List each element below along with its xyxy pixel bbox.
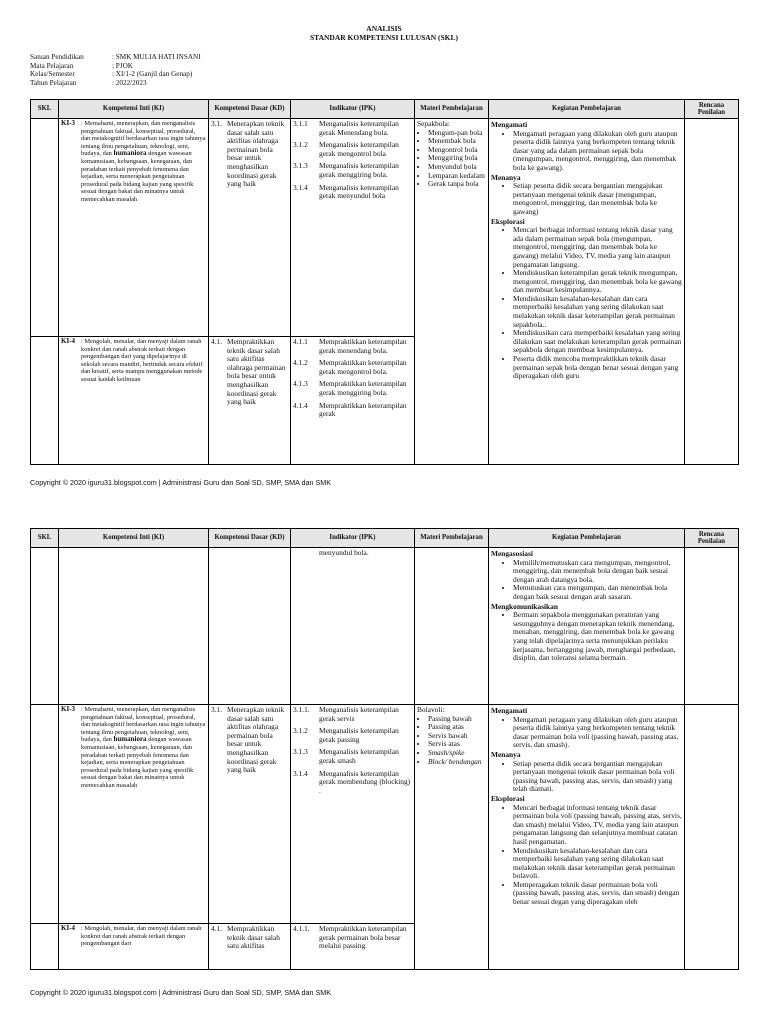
ki4-cell: KI-4 : Mengolah, menalar, dan menyaji dalam ranah konkret dan ranah abstrak terkait dengan pengembangan dari yang dipelajarinya di sekolah secara mandiri, bertindak secara efektif dan kreatif, serta mampu menggunakan metode sesuai kaidah keilmuan — [59, 337, 209, 465]
list-item: • Menyundul bola — [428, 163, 486, 172]
col-ki: Kompetensi Inti (KI) — [59, 100, 209, 119]
kegiatan-cell: Mengamati • Mengamati peragaan yang dilakukan oleh guru ataupun peserta didik lainnya yang berkompeten tentang teknik dasar yang ada dalam permainan sepak bola (mengumpan, mengontrol, menggiring, dan menembak bola ke gawang). Menanya • Setiap peserta didik secara bergantian mengajukan pertanyaan mengenai teknik dasar (mengumpan, mengontrol, menggiring, dan menembak bola ke gawang) Eksplorasi • Mencari berbagai informasi tentang teknik dasar yang ada dalam permainan sepak bola (mengumpan, mengontrol, menggiring, dan menembak bola ke gawang) melalui Video, TV, media yang lain ataupun pengamatan langsung. • Mendiskusikan keterampilan gerak teknik mengumpan, mengontrol, menggiring, dan menembak bola ke gawang dan membuat kesimpulannya. • Mendiskusikan kesalahan-kesalahan dan cara memperbaiki kesalahan yang sering dilakukan saat melakukan teknik dasar keterampilan gerak permainan sepakbola.. • Mendiskusikan cara memperbaiki kesalahan yang sering dilakukan saat melakukan keterampilan gerak permainan sepakbola dengan membuat kesimpulannya. • Peserta didik mencoba mempraktikkan teknik dasar permainan sepak bola dengan benar sesuai dengan yang diperagakan oleh guru — [489, 119, 685, 465]
ki4-cell: KI-4 : Mengolah, menalar, dan menyaji dalam ranah konkret dan ranah abstrak terkait dengan pengembangan dari — [59, 924, 209, 970]
materi-cell: Bolavoli: • Passing bawah • Passing atas • Servis bawah • Servis atas • Smash/spike • Block/ bendungan — [415, 705, 489, 970]
skl-table-page1 — [30, 99, 739, 465]
doc-subtitle: STANDAR KOMPETENSI LULUSAN (SKL) — [309, 33, 458, 42]
doc-title: ANALISIS — [366, 24, 402, 33]
col-materi: Materi Pembelajaran — [415, 529, 489, 548]
list-item: • Memutuskan cara mengumpan, dan menembak bola dengan baik sesuai dengan arah sasaran. — [513, 584, 682, 601]
skl-cell — [31, 337, 59, 465]
ipk-cont-cell: menyundul bola. — [291, 548, 415, 705]
list-item: • Memperagakan teknik dasar permainan bola voli (passing bawah, passing atas, servis, dan smash) dengan benar sesuai degan yang diperagakan oleh — [513, 881, 682, 907]
materi-cell-empty — [415, 548, 489, 705]
list-item: • Mengontrol bola — [428, 146, 486, 155]
list-item: • Mengamati peragaan yang dilakukan oleh guru ataupun peserta didik lainnya yang berkompeten tentang teknik dasar yang ada dalam permainan sepak bola (mengumpan, mengontrol, menggiring, dan menembak bola ke gawang). — [513, 130, 682, 173]
footer-copyright: Copyright © 2020 iguru31.blogspot.com | Administrasi Guru dan Soal SD, SMP, SMA dan SMK — [30, 478, 332, 487]
kd41-cell: 4.1. Mempraktikkan teknik dasar salah satu aktifitas olahraga permainan bola besar untuk menghasilkan koordinasi gerak yang baik — [209, 337, 291, 465]
list-item: • Peserta didik mencoba mempraktikkan teknik dasar permainan sepak bola dengan benar sesuai dengan yang diperagakan oleh guru — [513, 355, 682, 381]
col-penilaian: Rencana Penilaian — [685, 529, 739, 548]
ki3-cell: KI-3 : Memahami, menerapkan, dan menganalisis pengetahuan faktual, konseptual, prosedural, dan metakognitif berdasarkan rasa ingin tahunya tentang ilmu pengetahuan, teknologi, seni, budaya, dan humaniora dengan wawasan kemanusiaan, kebangsaan, kenegaraan, dan peradaban terkait penyebab fenomena dan kejadian, serta menerapkan pengetahuan prosedural pada bidang kajian yang spesifik sesuai dengan bakat dan minatnya untuk memecahkan masalah — [59, 119, 209, 337]
list-item: • Mencari berbagai informasi tentang teknik dasar yang ada dalam permainan sepak bola (mengumpan, mengontrol, menggiring, dan menembak bola ke gawang) melalui Video, TV, media yang lain ataupun pengamatan langsung. — [513, 226, 682, 269]
col-skl: SKL — [31, 100, 59, 119]
materi-list — [417, 129, 486, 189]
list-item: • Servis bawah — [428, 732, 486, 741]
list-item: • Menggiring bola — [428, 154, 486, 163]
col-skl: SKL — [31, 529, 59, 548]
kd31-cell: 3.1. Menerapkan teknik dasar salah satu aktifitas olahraga permainan bola besar untuk menghasilkan koordinasi gerak yang baik — [209, 119, 291, 337]
ipk4-cell: 4.1.1 Mempraktikkan keterampilan gerak menendang bola. 4.1.2 Mempraktikkan keterampilan gerak mengontrol bola. 4.1.3 Mempraktikkan keterampilan gerak menggiring bola. 4.1.4 Mempraktikkan keterampilan gerak — [291, 337, 415, 465]
list-item: • Menembak bola — [428, 137, 486, 146]
list-item: • Servis atas — [428, 740, 486, 749]
col-kegiatan: Kegiatan Pembelajaran — [489, 100, 685, 119]
list-item: • Mendiskusikan cara memperbaiki kesalahan yang sering dilakukan saat melakukan keterampilan gerak permainan sepakbola dengan membuat kesimpulannya. — [513, 329, 682, 355]
kd-cell-empty — [209, 548, 291, 705]
ki-cell-empty — [59, 548, 209, 705]
skl-cell — [31, 705, 59, 924]
ki3-cell: KI-3 : Memahami, menerapkan, dan menganalisis pengetahuan faktual, konseptual, prosedural, dan metakognitif berdasarkan rasa ingin tahunya tentang ilmu pengetahuan, teknologi, seni, budaya, dan humaniora dengan wawasan kemanusiaan, kebangsaan, kenegaraan, dan peradaban terkait penyebab fenomena dan kejadian, serta menerapkan pengetahuan prosedural pada bidang kajian yang spesifik sesuai dengan bakat dan minatnya untuk memecahkan masalah — [59, 705, 209, 924]
list-item: • Passing bawah — [428, 715, 486, 724]
list-item: • Mendiskusikan keterampilan gerak teknik mengumpan, mengontrol, menggiring, dan menembak bola ke gawang dan membuat kesimpulannya. — [513, 269, 682, 295]
col-penilaian: Rencana Penilaian — [685, 100, 739, 119]
ipk3-cell: 3.1.1. Menganalisis keterampilan gerak servis 3.1.2 Menganalisis keterampilan gerak passing 3.1.3 Menganalisis keterampilan gerak smash 3.1.4 Menganalisis keterampilan gerak membendung (blocking) . — [291, 705, 415, 924]
col-kegiatan: Kegiatan Pembelajaran — [489, 529, 685, 548]
list-item: • Mendiskusikan kesalahan-kesalahan dan cara memperbaiki kesalahan yang sering dilakukan saat melakukan teknik dasar keterampilan gerak permainan sepakbola.. — [513, 295, 682, 329]
list-item: • Setiap peserta didik secara bergantian mengajukan pertanyaan mengenai teknik dasar (mengumpan, mengontrol, menggiring, dan menembak bola ke gawang) — [513, 182, 682, 216]
ipk3-cell: 3.1.1 Menganalisis keterampilan gerak Menendang bola. 3.1.2 Menganalisis keterampilan gerak mengontrol bola 3.1.3 Menganalisis keterampilan gerak menggiring bola. 3.1.4 Menganalisis keterampilan gerak menyundul bola — [291, 119, 415, 337]
list-item: • Mengamati peragaan yang dilakukan oleh guru ataupun peserta didik lainnya yang berkompeten tentang teknik dasar permainan bola voli (passing bawah, passing atas, servis, dan smash). — [513, 716, 682, 750]
skl-table-page2 — [30, 528, 739, 970]
kd31-cell: 3.1. Menerapkan teknik dasar salah satu aktifitas olahraga permainan bola besar untuk menghasilkan koordinasi gerak yang baik — [209, 705, 291, 924]
kegiatan-cell: Mengamati • Mengamati peragaan yang dilakukan oleh guru ataupun peserta didik lainnya yang berkompeten tentang teknik dasar permainan bola voli (passing bawah, passing atas, servis, dan smash). Menanya • Setiap peserta didik secara bergantian mengajukan pertanyaan mengenai teknik dasar permainan bola voli (passing bawah, passing atas, servis, dan smash) yang telah diamati. Eksplorasi • Mencari berbagai informasi tentang teknik dasar permainan bola voli (passing bawah, passing atas, servis, dan smash) melalui Video, TV, media yang lain ataupun pengamatan langsung dan selanjutnya membuat catatan hasil pengamatan. • Mendiskusikan kesalahan-kesalahan dan cara memperbaiki kesalahan yang sering dilakukan saat melakukan teknik dasar keterampilan gerak permainan bolavoli. • Memperagakan teknik dasar permainan bola voli (passing bawah, passing atas, servis, dan smash) dengan benar sesuai degan yang diperagakan oleh — [489, 705, 685, 970]
penilaian-cell — [685, 705, 739, 970]
kd41-cell: 4.1. Mempraktikkan teknik dasar salah satu aktifitas — [209, 924, 291, 970]
penilaian-cell — [685, 548, 739, 705]
list-item: • Memilih/memutuskan cara mengumpan, mengontrol, menggiring, dan menembak bola dengan baik sesuai dengan arah datangya bola. — [513, 559, 682, 585]
materi-cell: Sepakbola: • Mengum-pan bola • Menembak bola • Mengontrol bola • Menggiring bola • Menyundul bola • Lemparan kedalam • Gerak tanpa bola — [415, 119, 489, 465]
penilaian-cell — [685, 119, 739, 465]
skl-cell — [31, 924, 59, 970]
list-item: • Smash/spike — [428, 749, 486, 758]
list-item: • Mengum-pan bola — [428, 129, 486, 138]
footer-copyright: Copyright © 2020 iguru31.blogspot.com | Administrasi Guru dan Soal SD, SMP, SMA dan SMK — [30, 988, 332, 997]
list-item: • Bermain sepakbola menggunakan peraturan yang sesungguhnya dengan menerapkan teknik menendang, menahan, menggiring, dan menembak bola ke gawang yang telah dipelajarinya serta menunjukkan perilaku kerjasama, bertanggung jawab, menghargai perbedaan, disiplin, dan toleransi selama bermain. — [513, 611, 682, 663]
col-ipk: Indikator (IPK) — [291, 100, 415, 119]
col-ki: Kompetensi Inti (KI) — [59, 529, 209, 548]
list-item: • Gerak tanpa bola — [428, 180, 486, 189]
kegiatan-cell-top: Mengasosiasi • Memilih/memutuskan cara mengumpan, mengontrol, menggiring, dan menembak bola dengan baik sesuai dengan arah datangya bola. • Memutuskan cara mengumpan, dan menembak bola dengan baik sesuai dengan arah sasaran. Mengkomunikasikan • Bermain sepakbola menggunakan peraturan yang sesungguhnya dengan menerapkan teknik menendang, menahan, menggiring, dan menembak bola ke gawang yang telah dipelajarinya serta menunjukkan perilaku kerjasama, bertanggung jawab, menghargai perbedaan, disiplin, dan toleransi selama bermain. — [489, 548, 685, 705]
list-item: • Mendiskusikan kesalahan-kesalahan dan cara memperbaiki kesalahan yang sering dilakukan saat melakukan teknik dasar keterampilan gerak permainan bolavoli. — [513, 847, 682, 881]
list-item: • Block/ bendungan — [428, 758, 486, 767]
skl-cell — [31, 119, 59, 337]
col-ipk: Indikator (IPK) — [291, 529, 415, 548]
list-item: • Setiap peserta didik secara bergantian mengajukan pertanyaan mengenai teknik dasar permainan bola voli (passing bawah, passing atas, servis, dan smash) yang telah diamati. — [513, 760, 682, 794]
ipk4-cell: 4.1.1. Mempraktikkan keterampilan gerak permainan bola besar melalui passing. — [291, 924, 415, 970]
col-kd: Kompetensi Dasar (KD) — [209, 529, 291, 548]
doc-meta: Satuan Pendidikan : SMK MULIA HATI INSANI Mata Pelajaran : PJOK Kelas/Semester : XI/1-2 (Ganjil dan Genap) Tahun Pelajaran : 2022/2023 — [30, 53, 201, 87]
materi-list — [417, 715, 486, 767]
page-2 — [0, 510, 768, 1024]
list-item: • Mencari berbagai informasi tentang teknik dasar permainan bola voli (passing bawah, passing atas, servis, dan smash) melalui Video, TV, media yang lain ataupun pengamatan langsung dan selanjutnya membuat catatan hasil pengamatan. — [513, 804, 682, 847]
col-kd: Kompetensi Dasar (KD) — [209, 100, 291, 119]
col-materi: Materi Pembelajaran — [415, 100, 489, 119]
page-1 — [0, 0, 768, 500]
list-item: • Lemparan kedalam — [428, 172, 486, 181]
skl-cell — [31, 548, 59, 705]
list-item: • Passing atas — [428, 723, 486, 732]
